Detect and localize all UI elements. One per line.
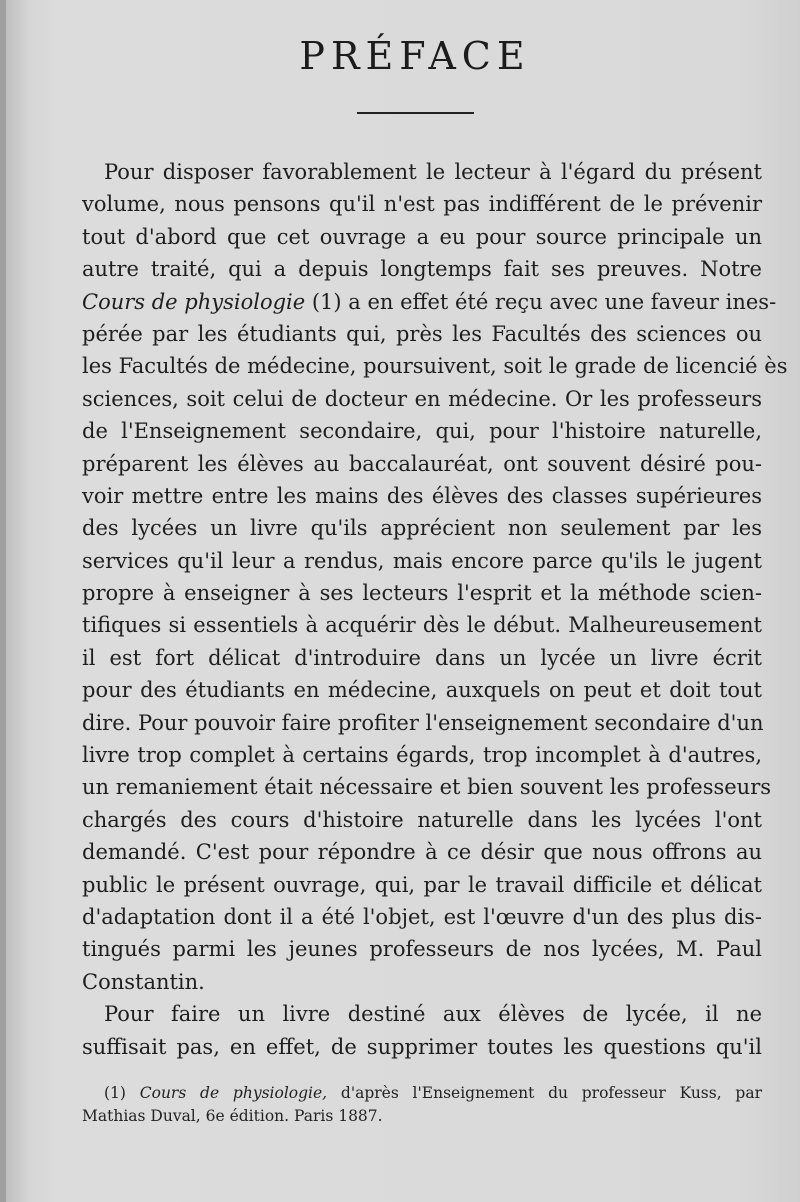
footnote-line (82, 1082, 762, 1105)
body-line: public le présent ouvrage, qui, par le travail difficile et délicat (82, 872, 762, 897)
body-line: d'adaptation dont il a été l'objet, est l'œuvre d'un des plus dis- (82, 904, 762, 929)
body-line: pour des étudiants en médecine, auxquels on peut et doit tout (82, 678, 762, 703)
body-line: Cours de physiologie (1) a en effet été reçu avec une faveur ines- (82, 289, 777, 314)
body-line: propre à enseigner à ses lecteurs l'esprit et la méthode scien- (82, 581, 762, 606)
body-line: tout d'abord que cet ouvrage a eu pour source principale un (82, 224, 762, 249)
body-line: demandé. C'est pour répondre à ce désir que nous offrons au (82, 840, 762, 865)
body-line: de l'Enseignement secondaire, qui, pour l'histoire naturelle, (82, 419, 762, 444)
footnote-line: Mathias Duval, 6e édition. Paris 1887. (82, 1107, 383, 1125)
body-line: tifiques si essentiels à acquérir dès le début. Malheureusement (82, 613, 762, 638)
book-title-italic: Cours de physiologie (82, 289, 306, 314)
body-line: il est fort délicat d'introduire dans un lycée un livre écrit (82, 645, 762, 670)
body-line: Pour disposer favorablement le lecteur à l'égard du présent (104, 160, 762, 184)
body-line: les Facultés de médecine, poursuivent, soit le grade de licencié ès (82, 354, 788, 379)
body-line: autre traité, qui a depuis longtemps fait ses preuves. Notre (82, 257, 762, 282)
body-line: tingués parmi les jeunes professeurs de nos lycées, M. Paul (82, 937, 762, 962)
body-line: services qu'il leur a rendus, mais encore parce qu'ils le jugent (82, 548, 762, 573)
footnote-title: Cours de physiologie, (139, 1084, 328, 1102)
page-title: PRÉFACE (299, 34, 531, 78)
footnote (82, 1082, 762, 1128)
body-line: chargés des cours d'histoire naturelle dans les lycées l'ont (82, 807, 762, 832)
body-line: pérée par les étudiants qui, près les Facultés des sciences ou (82, 321, 762, 346)
body-line: Constantin. (82, 969, 205, 994)
body-line: voir mettre entre les mains des élèves des classes supérieures (82, 483, 762, 508)
body-line: volume, nous pensons qu'il n'est pas indifférent de le prévenir (82, 192, 762, 217)
body-text (82, 156, 788, 1063)
footnote-marker: (1) (104, 1084, 126, 1102)
body-line: suffisait pas, en effet, de supprimer toutes les questions qu'il (82, 1034, 762, 1059)
body-line: préparent les élèves au baccalauréat, ont souvent désiré pou- (82, 451, 762, 476)
footnote-text: d'après l'Enseignement du professeur Kuss, par (340, 1084, 762, 1102)
body-line: sciences, soit celui de docteur en médecine. Or les professeurs (82, 386, 762, 411)
page-gutter-shadow (0, 0, 6, 1202)
body-line: Pour faire un livre destiné aux élèves de lycée, il ne (104, 1002, 762, 1027)
body-line: des lycées un livre qu'ils apprécient non seulement par les (82, 516, 762, 541)
body-line: livre trop complet à certains égards, trop incomplet à d'autres, (82, 743, 762, 768)
body-line: un remaniement était nécessaire et bien souvent les professeurs (82, 775, 772, 800)
title-rule (357, 112, 474, 114)
body-line: dire. Pour pouvoir faire profiter l'enseignement secondaire d'un (82, 710, 764, 735)
